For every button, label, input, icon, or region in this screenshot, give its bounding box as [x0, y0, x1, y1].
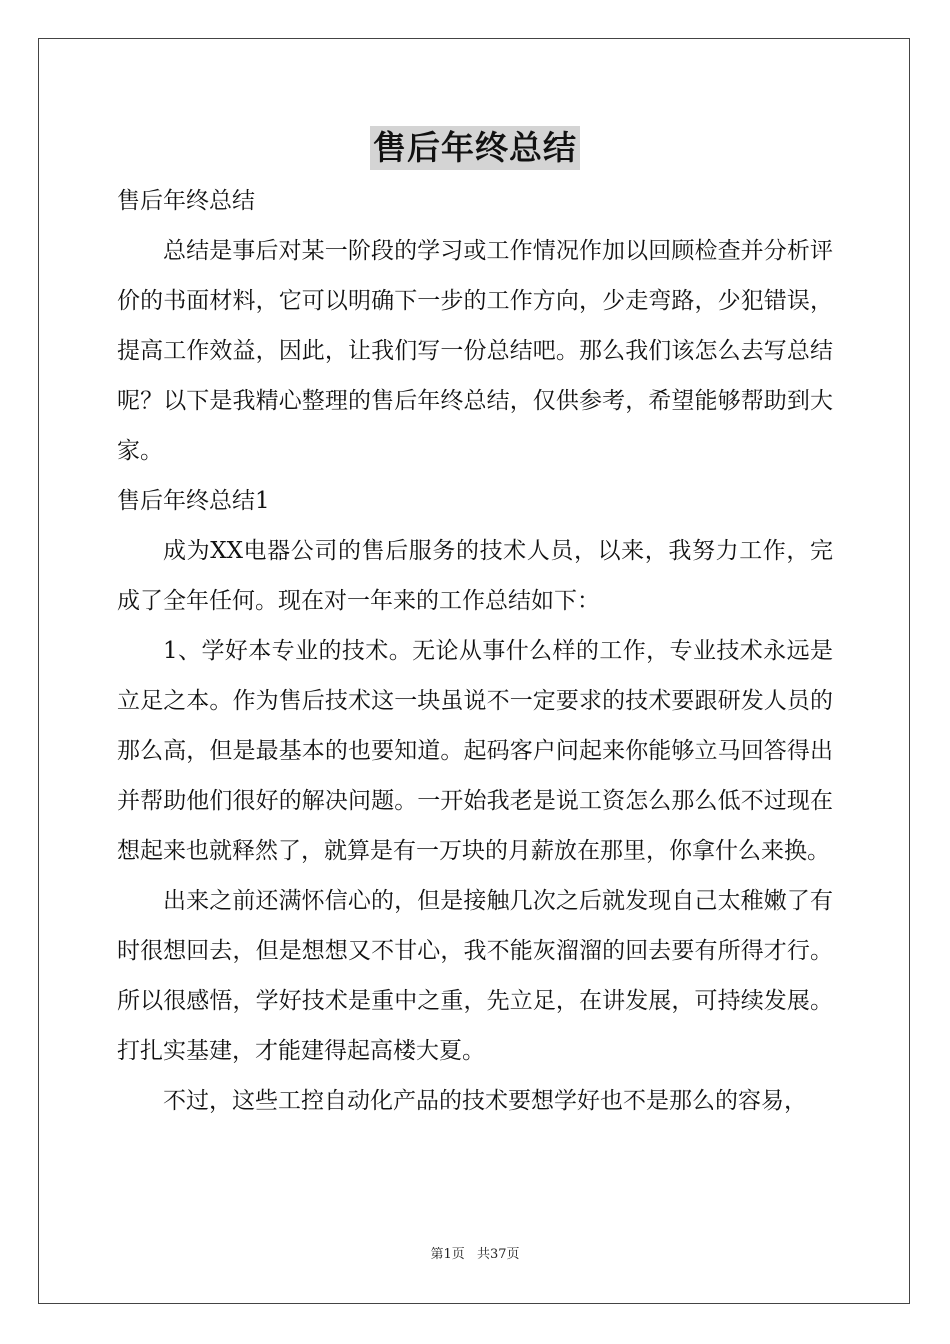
- body-paragraph: 不过，这些工控自动化产品的技术要想学好也不是那么的容易，: [163, 1088, 807, 1114]
- body-paragraph: 成为XX电器公司的售后服务的技术人员，以来，我努力工作，完成了全年任何。现在对一年来的工作总结如下：: [117, 538, 833, 614]
- body-paragraph: 总结是事后对某一阶段的学习或工作情况作加以回顾检查并分析评价的书面材料，它可以明确下一步的工作方向，少走弯路，少犯错误，提高工作效益，因此，让我们写一份总结吧。那么我们该怎么去写总结呢？以下是我精心整理的售后年终总结，仅供参考，希望能够帮助到大家。: [117, 238, 833, 464]
- body-paragraph: 1、学好本专业的技术。无论从事什么样的工作，专业技术永远是立足之本。作为售后技术这一块虽说不一定要求的技术要跟研发人员的那么高，但是最基本的也要知道。起码客户问起来你能够立马回答得出并帮助他们很好的解决问题。一开始我老是说工资怎么那么低不过现在想起来也就释然了，就算是有一万块的月薪放在那里，你拿什么来换。: [117, 638, 833, 864]
- page-number: 第1页: [430, 1247, 465, 1262]
- document-title: 售后年终总结: [370, 126, 580, 170]
- page-footer: [0, 1246, 950, 1264]
- body-paragraph: 售后年终总结: [117, 188, 255, 214]
- body-paragraph: 出来之前还满怀信心的，但是接触几次之后就发现自己太稚嫩了有时很想回去，但是想想又不甘心，我不能灰溜溜的回去要有所得才行。所以很感悟，学好技术是重中之重，先立足，在讲发展，可持续发展。打扎实基建，才能建得起高楼大夏。: [117, 888, 833, 1064]
- document-body: [117, 176, 833, 1126]
- total-pages: 共37页: [476, 1247, 520, 1262]
- body-paragraph: 售后年终总结1: [117, 488, 270, 514]
- title-wrap: [0, 126, 950, 170]
